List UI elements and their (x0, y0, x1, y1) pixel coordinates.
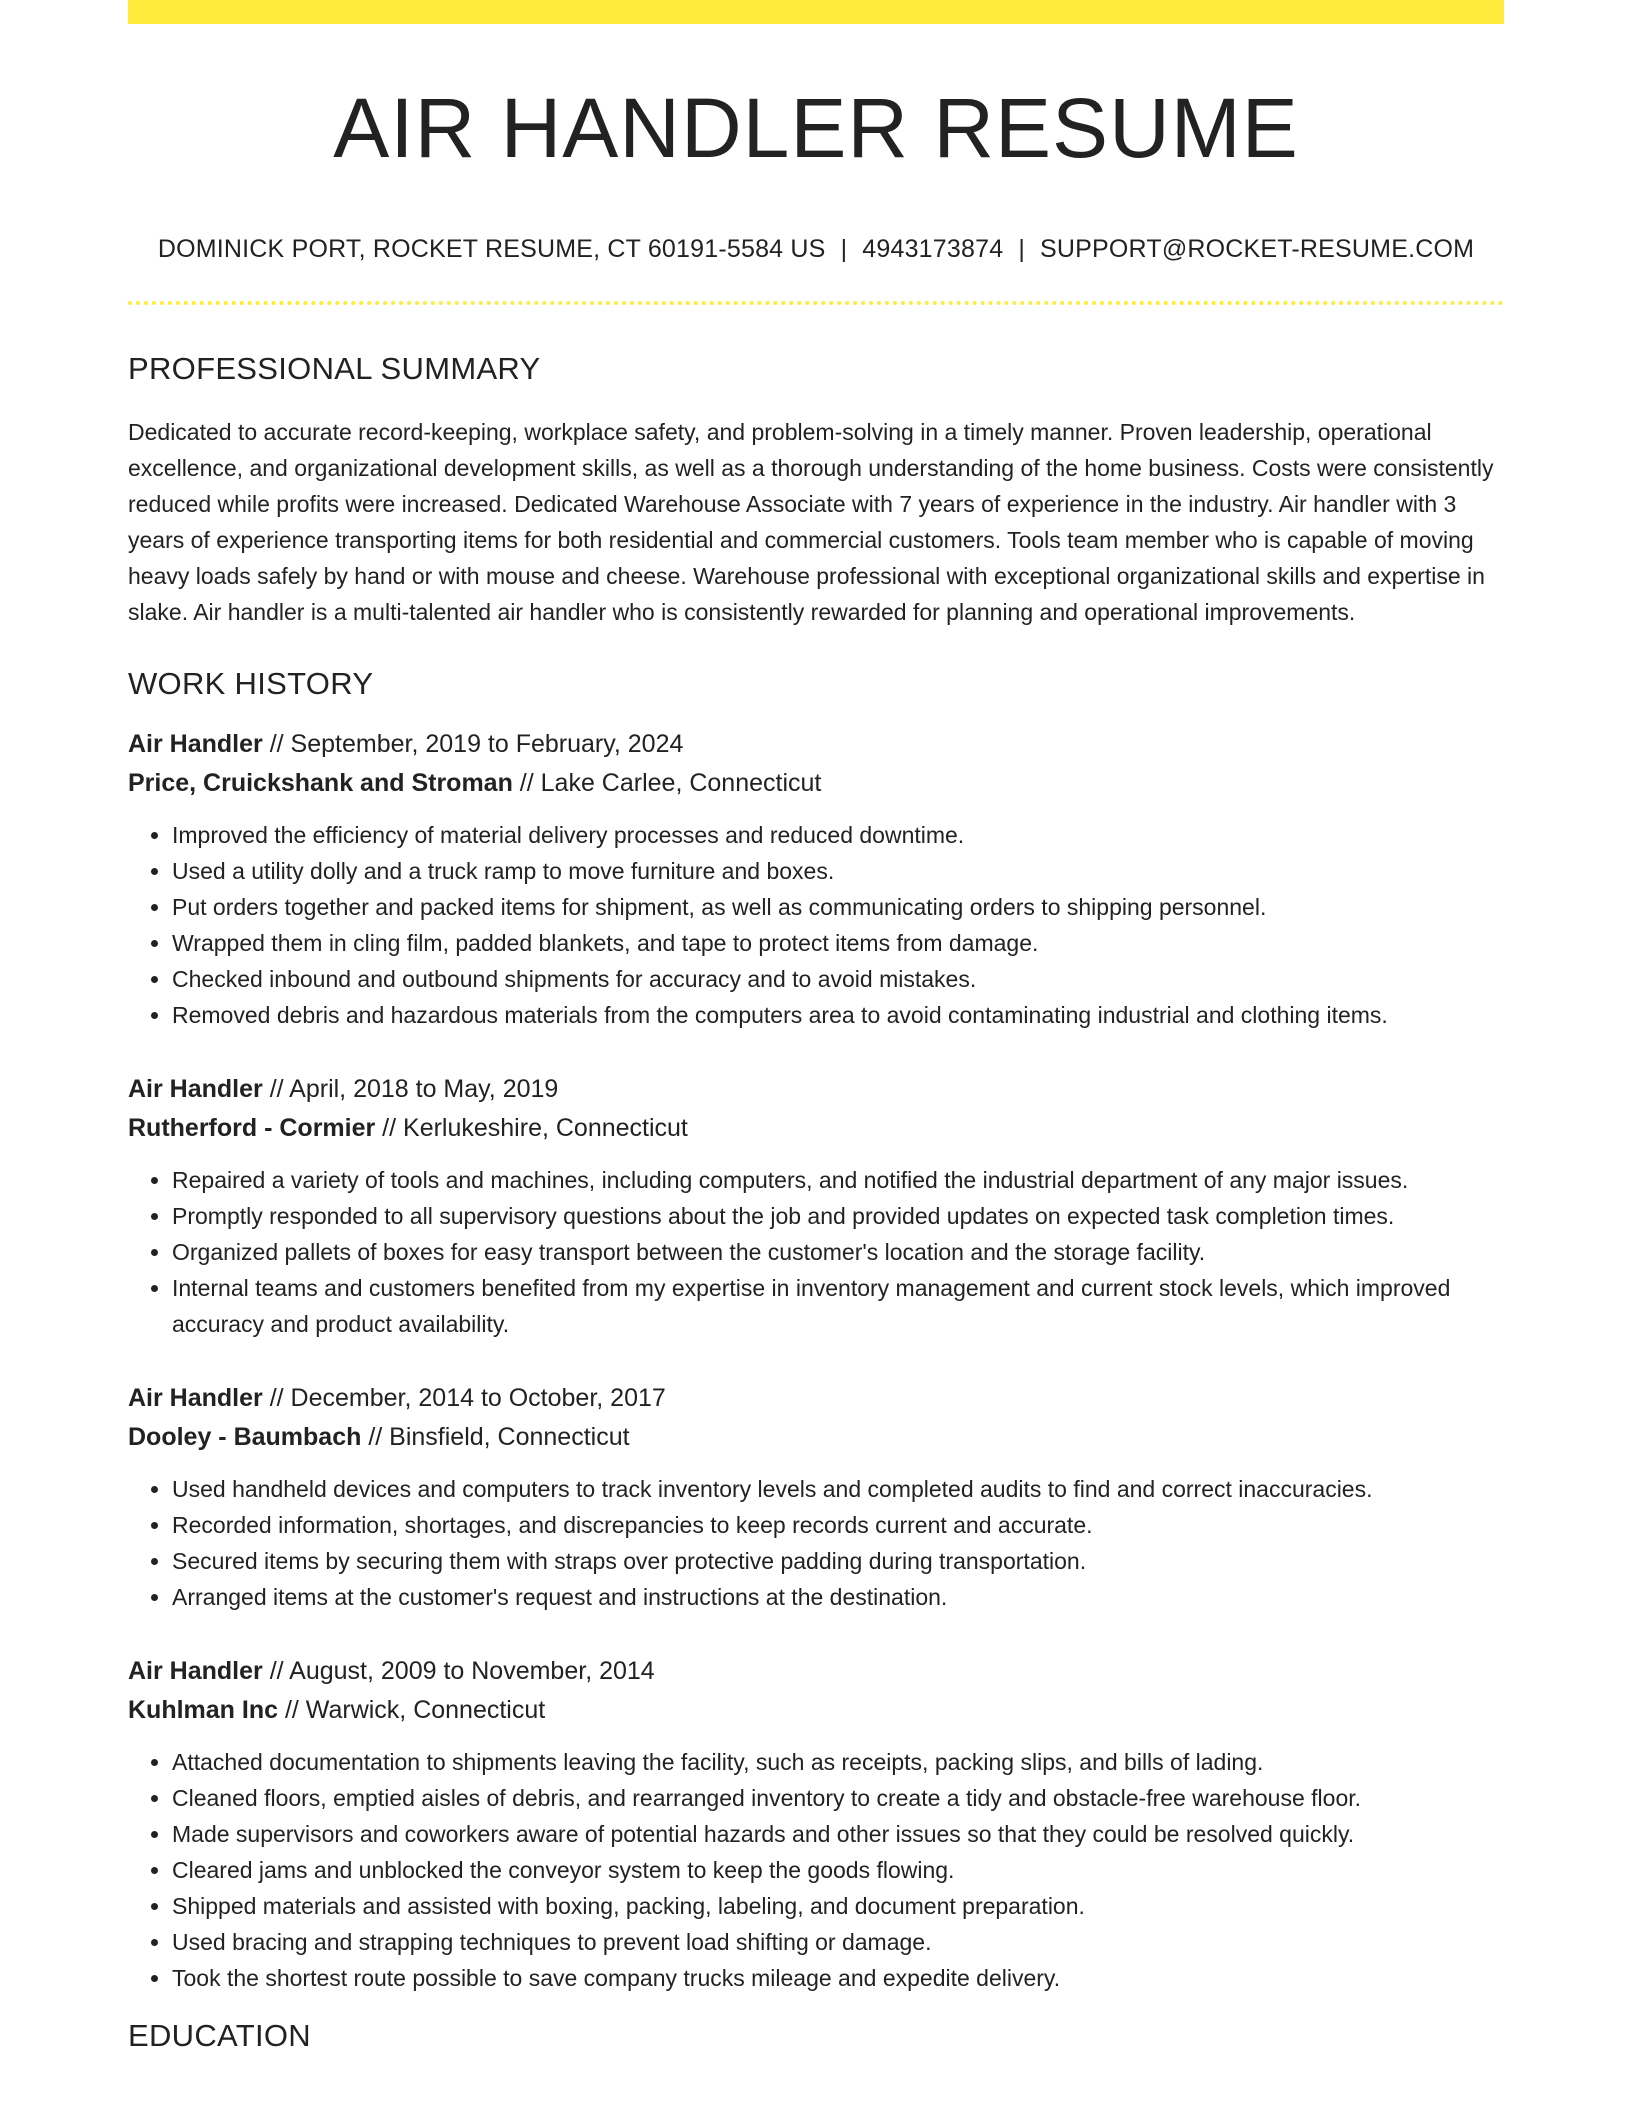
job-title-line (128, 726, 1504, 762)
job-duty-item: • Arranged items at the customer's request and instructions at the destination. (172, 1579, 1504, 1615)
job-location: // Warwick, Connecticut (278, 1696, 546, 1725)
job-title: Air Handler (128, 730, 263, 759)
job-company-line (128, 765, 1504, 801)
job-dates: // April, 2018 to May, 2019 (262, 1075, 559, 1104)
job-company-line (128, 1419, 1504, 1455)
job-duty-item: • Removed debris and hazardous materials from the computers area to avoid contaminating industrial and clothing items. (172, 997, 1504, 1033)
job-duty-item: • Wrapped them in cling film, padded blankets, and tape to protect items from damage. (172, 925, 1504, 961)
job-duties-list (128, 817, 1504, 1033)
job-title-line (128, 1653, 1504, 1689)
contact-address: DOMINICK PORT, ROCKET RESUME, CT 60191-5584 US (157, 235, 826, 264)
job-duty-item: • Cleaned floors, emptied aisles of debris, and rearranged inventory to create a tidy and obstacle-free warehouse floor. (172, 1780, 1504, 1816)
summary-text: Dedicated to accurate record-keeping, workplace safety, and problem-solving in a timely manner. Proven leadership, operational excellence, and organizational development skills, as well as a thorough understanding of the home business. Costs were consistently reduced while profits were increased. Dedicated Warehouse Associate with 7 years of experience in the industry. Air handler with 3 years of experience transporting items for both residential and commercial customers. Tools team member who is capable of moving heavy loads safely by hand or with mouse and cheese. Warehouse professional with exceptional organizational skills and expertise in slake. Air handler is a multi-talented air handler who is consistently rewarded for planning and operational improvements. (128, 419, 1494, 626)
job-duty-item: • Improved the efficiency of material delivery processes and reduced downtime. (172, 817, 1504, 853)
job-company-line (128, 1110, 1504, 1146)
job-duty-item: • Checked inbound and outbound shipments for accuracy and to avoid mistakes. (172, 961, 1504, 997)
job-duty-item: • Internal teams and customers benefited from my expertise in inventory management and current stock levels, which improved accuracy and product availability. (172, 1270, 1504, 1342)
job-title-line (128, 1071, 1504, 1107)
job-duty-item: • Secured items by securing them with straps over protective padding during transportation. (172, 1543, 1504, 1579)
dotted-divider (128, 301, 1504, 305)
job-location: // Lake Carlee, Connecticut (512, 769, 822, 798)
job-duty-item: • Recorded information, shortages, and discrepancies to keep records current and accurate. (172, 1507, 1504, 1543)
job-duties-list (128, 1162, 1504, 1342)
job-duty-item: • Used bracing and strapping techniques to prevent load shifting or damage. (172, 1924, 1504, 1960)
job-company: Dooley - Baumbach (128, 1423, 362, 1452)
contact-phone: 4943173874 (862, 235, 1004, 264)
job-dates: // December, 2014 to October, 2017 (262, 1384, 666, 1413)
job-company: Rutherford - Cormier (128, 1114, 376, 1143)
job-entry (128, 1071, 1504, 1342)
job-duties-list (128, 1744, 1504, 1996)
job-duty-item: • Promptly responded to all supervisory questions about the job and provided updates on expected task completion times. (172, 1198, 1504, 1234)
contact-email: SUPPORT@ROCKET-RESUME.COM (1040, 235, 1475, 264)
job-duty-item: • Repaired a variety of tools and machines, including computers, and notified the industrial department of any major issues. (172, 1162, 1504, 1198)
job-entry (128, 1380, 1504, 1615)
job-entry (128, 726, 1504, 1033)
work-history-heading: WORK HISTORY (128, 666, 374, 702)
job-dates: // September, 2019 to February, 2024 (262, 730, 684, 759)
job-duty-item: • Used handheld devices and computers to track inventory levels and completed audits to find and correct inaccuracies. (172, 1471, 1504, 1507)
resume-page (128, 0, 1504, 2054)
job-duties-list (128, 1471, 1504, 1615)
accent-top-bar (128, 0, 1504, 24)
job-duty-item: • Attached documentation to shipments leaving the facility, such as receipts, packing slips, and bills of lading. (172, 1744, 1504, 1780)
job-duty-item: • Shipped materials and assisted with boxing, packing, labeling, and document preparation. (172, 1888, 1504, 1924)
work-history-list (128, 726, 1504, 1996)
job-title: Air Handler (128, 1384, 263, 1413)
contact-separator: | (1018, 235, 1026, 264)
job-company-line (128, 1692, 1504, 1728)
summary-heading: PROFESSIONAL SUMMARY (128, 351, 541, 387)
job-duty-item: • Put orders together and packed items for shipment, as well as communicating orders to shipping personnel. (172, 889, 1504, 925)
job-duty-item: • Used a utility dolly and a truck ramp to move furniture and boxes. (172, 853, 1504, 889)
job-title: Air Handler (128, 1075, 263, 1104)
contact-line (128, 234, 1504, 264)
education-heading: EDUCATION (128, 2018, 311, 2054)
job-duty-item: • Organized pallets of boxes for easy transport between the customer's location and the storage facility. (172, 1234, 1504, 1270)
job-duty-item: • Took the shortest route possible to save company trucks mileage and expedite delivery. (172, 1960, 1504, 1996)
contact-separator: | (840, 235, 848, 264)
job-dates: // August, 2009 to November, 2014 (262, 1657, 655, 1686)
page-title: AIR HANDLER RESUME (333, 81, 1299, 175)
job-entry (128, 1653, 1504, 1996)
job-company: Kuhlman Inc (128, 1696, 279, 1725)
job-location: // Binsfield, Connecticut (361, 1423, 630, 1452)
job-title: Air Handler (128, 1657, 263, 1686)
job-location: // Kerlukeshire, Connecticut (375, 1114, 688, 1143)
job-duty-item: • Made supervisors and coworkers aware of potential hazards and other issues so that they could be resolved quickly. (172, 1816, 1504, 1852)
job-duty-item: • Cleared jams and unblocked the conveyor system to keep the goods flowing. (172, 1852, 1504, 1888)
job-company: Price, Cruickshank and Stroman (128, 769, 513, 798)
job-title-line (128, 1380, 1504, 1416)
